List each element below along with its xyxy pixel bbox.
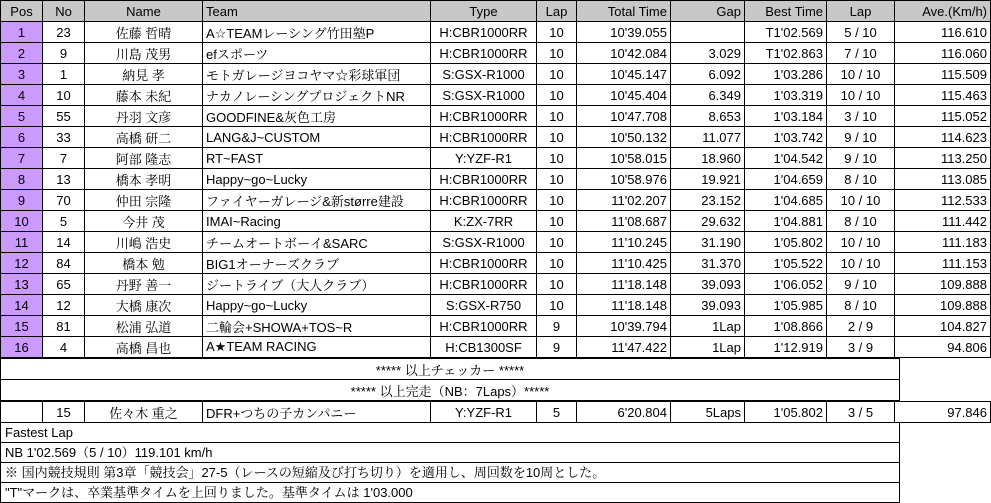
cell-average: 97.846	[895, 402, 991, 423]
cell-total-time: 10'42.084	[577, 43, 671, 64]
finish-banner: ***** 以上完走（NB：7Laps）*****	[1, 380, 900, 401]
cell-lap: 10	[537, 211, 577, 232]
table-row	[1, 190, 991, 211]
finish-banner-row	[1, 380, 900, 401]
cell-average: 111.183	[895, 232, 991, 253]
cell-best-time: 1'04.542	[745, 148, 827, 169]
cell-average: 104.827	[895, 316, 991, 337]
cell-best-lap: 2 / 9	[827, 316, 895, 337]
table-row	[1, 253, 991, 274]
cell-name: 高橋 昌也	[85, 337, 203, 358]
cell-name: 今井 茂	[85, 211, 203, 232]
cell-best-lap: 10 / 10	[827, 253, 895, 274]
cell-total-time: 10'39.794	[577, 316, 671, 337]
table-row	[1, 232, 991, 253]
cell-total-time: 11'18.148	[577, 295, 671, 316]
cell-name: 橋本 勉	[85, 253, 203, 274]
notes-block	[0, 423, 900, 503]
cell-total-time: 11'08.687	[577, 211, 671, 232]
col-type: Type	[431, 1, 537, 22]
banner-table	[0, 358, 900, 401]
cell-no: 14	[43, 232, 85, 253]
cell-gap: 19.921	[671, 169, 745, 190]
cell-lap: 10	[537, 85, 577, 106]
cell-no: 84	[43, 253, 85, 274]
cell-type: H:CBR1000RR	[431, 106, 537, 127]
dnf-table	[0, 401, 991, 423]
cell-team: IMAI~Racing	[203, 211, 431, 232]
cell-best-lap: 3 / 10	[827, 106, 895, 127]
cell-best-lap: 8 / 10	[827, 169, 895, 190]
cell-no: 5	[43, 211, 85, 232]
cell-name: 松浦 弘道	[85, 316, 203, 337]
cell-lap: 10	[537, 148, 577, 169]
cell-type: H:CBR1000RR	[431, 190, 537, 211]
table-row	[1, 64, 991, 85]
cell-pos: 2	[1, 43, 43, 64]
cell-lap: 10	[537, 169, 577, 190]
cell-pos: 5	[1, 106, 43, 127]
cell-best-time: 1'04.881	[745, 211, 827, 232]
cell-type: H:CB1300SF	[431, 337, 537, 358]
cell-lap: 10	[537, 295, 577, 316]
cell-total-time: 11'02.207	[577, 190, 671, 211]
cell-no: 23	[43, 22, 85, 43]
table-row	[1, 337, 991, 358]
cell-best-lap: 8 / 10	[827, 295, 895, 316]
cell-best-time: T1'02.863	[745, 43, 827, 64]
col-gap: Gap	[671, 1, 745, 22]
table-row	[1, 106, 991, 127]
cell-best-time: 1'03.319	[745, 85, 827, 106]
cell-pos: 15	[1, 316, 43, 337]
cell-average: 109.888	[895, 274, 991, 295]
cell-pos: 11	[1, 232, 43, 253]
cell-no: 33	[43, 127, 85, 148]
cell-no: 1	[43, 64, 85, 85]
cell-team: ジートライブ（大人クラブ）	[203, 274, 431, 295]
cell-average: 109.888	[895, 295, 991, 316]
table-row	[1, 169, 991, 190]
cell-name: 阿部 隆志	[85, 148, 203, 169]
cell-best-lap: 10 / 10	[827, 64, 895, 85]
dnf-body	[1, 402, 991, 423]
cell-lap: 10	[537, 64, 577, 85]
cell-team: チームオートボーイ&SARC	[203, 232, 431, 253]
cell-total-time: 11'10.425	[577, 253, 671, 274]
cell-total-time: 10'45.404	[577, 85, 671, 106]
cell-type: H:CBR1000RR	[431, 127, 537, 148]
table-row	[1, 22, 991, 43]
cell-best-time: 1'05.802	[745, 402, 827, 423]
cell-name: 橋本 孝明	[85, 169, 203, 190]
cell-average: 113.085	[895, 169, 991, 190]
cell-gap: 39.093	[671, 295, 745, 316]
cell-best-time: T1'02.569	[745, 22, 827, 43]
cell-type: H:CBR1000RR	[431, 43, 537, 64]
cell-gap: 23.152	[671, 190, 745, 211]
cell-team: BIG1オーナーズクラブ	[203, 253, 431, 274]
cell-gap: 6.092	[671, 64, 745, 85]
cell-total-time: 10'58.015	[577, 148, 671, 169]
cell-team: モトガレージヨコヤマ☆彩球軍団	[203, 64, 431, 85]
cell-team: ナカノレーシングプロジェクトNR	[203, 85, 431, 106]
cell-average: 94.806	[895, 337, 991, 358]
col-lap: Lap	[537, 1, 577, 22]
cell-pos	[1, 402, 43, 423]
cell-average: 112.533	[895, 190, 991, 211]
cell-name: 納見 孝	[85, 64, 203, 85]
cell-best-lap: 7 / 10	[827, 43, 895, 64]
cell-gap: 8.653	[671, 106, 745, 127]
cell-type: Y:YZF-R1	[431, 402, 537, 423]
cell-gap: 11.077	[671, 127, 745, 148]
cell-total-time: 11'10.245	[577, 232, 671, 253]
cell-pos: 1	[1, 22, 43, 43]
col-total-time: Total Time	[577, 1, 671, 22]
cell-team: efスポーツ	[203, 43, 431, 64]
cell-average: 115.509	[895, 64, 991, 85]
cell-total-time: 10'39.055	[577, 22, 671, 43]
cell-type: S:GSX-R1000	[431, 64, 537, 85]
cell-pos: 13	[1, 274, 43, 295]
cell-type: H:CBR1000RR	[431, 274, 537, 295]
cell-lap: 10	[537, 22, 577, 43]
cell-name: 佐々木 重之	[85, 402, 203, 423]
cell-best-time: 1'04.659	[745, 169, 827, 190]
cell-team: DFR+つちの子カンパニー	[203, 402, 431, 423]
cell-total-time: 10'45.147	[577, 64, 671, 85]
cell-type: S:GSX-R1000	[431, 85, 537, 106]
cell-best-time: 1'06.052	[745, 274, 827, 295]
cell-name: 佐藤 哲晴	[85, 22, 203, 43]
cell-best-time: 1'05.522	[745, 253, 827, 274]
cell-lap: 10	[537, 232, 577, 253]
col-name: Name	[85, 1, 203, 22]
cell-best-time: 1'03.184	[745, 106, 827, 127]
note-fastest-lap-title: Fastest Lap	[1, 423, 899, 443]
cell-no: 9	[43, 43, 85, 64]
cell-no: 15	[43, 402, 85, 423]
cell-pos: 9	[1, 190, 43, 211]
cell-best-time: 1'05.802	[745, 232, 827, 253]
cell-pos: 16	[1, 337, 43, 358]
cell-best-lap: 10 / 10	[827, 232, 895, 253]
cell-name: 川嶋 浩史	[85, 232, 203, 253]
note-fastest-lap-value: NB 1'02.569（5 / 10）119.101 km/h	[1, 443, 899, 463]
cell-best-lap: 10 / 10	[827, 85, 895, 106]
cell-gap: 5Laps	[671, 402, 745, 423]
cell-no: 10	[43, 85, 85, 106]
cell-lap: 10	[537, 190, 577, 211]
cell-average: 111.153	[895, 253, 991, 274]
cell-best-lap: 10 / 10	[827, 190, 895, 211]
cell-total-time: 11'18.148	[577, 274, 671, 295]
cell-pos: 12	[1, 253, 43, 274]
cell-lap: 9	[537, 337, 577, 358]
cell-type: H:CBR1000RR	[431, 316, 537, 337]
cell-best-time: 1'03.286	[745, 64, 827, 85]
cell-name: 高橋 研二	[85, 127, 203, 148]
cell-lap: 10	[537, 274, 577, 295]
cell-pos: 3	[1, 64, 43, 85]
cell-name: 川島 茂男	[85, 43, 203, 64]
cell-type: H:CBR1000RR	[431, 169, 537, 190]
cell-gap: 39.093	[671, 274, 745, 295]
cell-average: 111.442	[895, 211, 991, 232]
cell-name: 丹野 善一	[85, 274, 203, 295]
cell-type: K:ZX-7RR	[431, 211, 537, 232]
cell-average: 116.610	[895, 22, 991, 43]
cell-no: 55	[43, 106, 85, 127]
cell-no: 81	[43, 316, 85, 337]
cell-team: RT~FAST	[203, 148, 431, 169]
cell-total-time: 10'50.132	[577, 127, 671, 148]
cell-team: ファイヤーガレージ&新større建設	[203, 190, 431, 211]
cell-best-time: 1'12.919	[745, 337, 827, 358]
cell-average: 115.463	[895, 85, 991, 106]
cell-team: GOODFINE&灰色工房	[203, 106, 431, 127]
cell-name: 大橋 康次	[85, 295, 203, 316]
cell-best-time: 1'03.742	[745, 127, 827, 148]
cell-best-lap: 9 / 10	[827, 148, 895, 169]
note-t-mark: "T"マークは、卒業基準タイムを上回りました。基準タイムは 1'03.000	[5, 485, 413, 500]
note-regulation: ※ 国内競技規則 第3章「競技会」27-5（レースの短縮及び打ち切り）を適用し、周回数を10周とした。	[1, 463, 899, 483]
cell-pos: 14	[1, 295, 43, 316]
cell-type: H:CBR1000RR	[431, 22, 537, 43]
cell-team: Happy~go~Lucky	[203, 295, 431, 316]
table-row	[1, 316, 991, 337]
cell-lap: 9	[537, 316, 577, 337]
cell-best-time: 1'08.866	[745, 316, 827, 337]
cell-no: 65	[43, 274, 85, 295]
cell-team: A★TEAM RACING	[203, 337, 431, 358]
cell-gap: 3.029	[671, 43, 745, 64]
dnf-row	[1, 402, 991, 423]
cell-type: S:GSX-R750	[431, 295, 537, 316]
cell-total-time: 10'47.708	[577, 106, 671, 127]
checker-banner: ***** 以上チェッカー *****	[1, 359, 900, 380]
table-row	[1, 211, 991, 232]
cell-average: 115.052	[895, 106, 991, 127]
cell-no: 4	[43, 337, 85, 358]
cell-team: Happy~go~Lucky	[203, 169, 431, 190]
cell-lap: 10	[537, 106, 577, 127]
col-no: No	[43, 1, 85, 22]
cell-best-time: 1'05.985	[745, 295, 827, 316]
cell-lap: 10	[537, 127, 577, 148]
table-row	[1, 43, 991, 64]
cell-type: H:CBR1000RR	[431, 253, 537, 274]
cell-lap: 10	[537, 43, 577, 64]
cell-pos: 4	[1, 85, 43, 106]
col-team: Team	[203, 1, 431, 22]
cell-best-lap: 8 / 10	[827, 211, 895, 232]
cell-total-time: 11'47.422	[577, 337, 671, 358]
col-best-lap: Lap	[827, 1, 895, 22]
cell-pos: 6	[1, 127, 43, 148]
table-row	[1, 85, 991, 106]
cell-no: 12	[43, 295, 85, 316]
table-row	[1, 295, 991, 316]
table-row	[1, 148, 991, 169]
cell-average: 116.060	[895, 43, 991, 64]
cell-gap	[671, 22, 745, 43]
cell-no: 7	[43, 148, 85, 169]
col-average: Ave.(Km/h)	[895, 1, 991, 22]
cell-team: LANG&J~CUSTOM	[203, 127, 431, 148]
cell-best-time: 1'04.685	[745, 190, 827, 211]
table-row	[1, 127, 991, 148]
cell-best-lap: 3 / 5	[827, 402, 895, 423]
cell-best-lap: 5 / 10	[827, 22, 895, 43]
table-row	[1, 274, 991, 295]
cell-gap: 18.960	[671, 148, 745, 169]
cell-name: 藤本 未紀	[85, 85, 203, 106]
cell-best-lap: 9 / 10	[827, 127, 895, 148]
cell-name: 仲田 宗隆	[85, 190, 203, 211]
cell-pos: 8	[1, 169, 43, 190]
cell-average: 113.250	[895, 148, 991, 169]
cell-pos: 10	[1, 211, 43, 232]
cell-gap: 31.370	[671, 253, 745, 274]
cell-type: S:GSX-R1000	[431, 232, 537, 253]
col-best-time: Best Time	[745, 1, 827, 22]
checker-banner-row	[1, 359, 900, 380]
cell-name: 丹羽 文彦	[85, 106, 203, 127]
cell-lap: 5	[537, 402, 577, 423]
cell-type: Y:YZF-R1	[431, 148, 537, 169]
cell-gap: 6.349	[671, 85, 745, 106]
cell-pos: 7	[1, 148, 43, 169]
cell-total-time: 10'58.976	[577, 169, 671, 190]
cell-gap: 1Lap	[671, 316, 745, 337]
cell-lap: 10	[537, 253, 577, 274]
table-header	[1, 1, 991, 22]
col-pos: Pos	[1, 1, 43, 22]
cell-average: 114.623	[895, 127, 991, 148]
cell-best-lap: 3 / 9	[827, 337, 895, 358]
cell-gap: 31.190	[671, 232, 745, 253]
cell-team: A☆TEAMレーシング竹田塾P	[203, 22, 431, 43]
cell-gap: 1Lap	[671, 337, 745, 358]
table-body	[1, 22, 991, 358]
cell-no: 13	[43, 169, 85, 190]
header-row	[1, 1, 991, 22]
cell-total-time: 6'20.804	[577, 402, 671, 423]
cell-no: 70	[43, 190, 85, 211]
cell-gap: 29.632	[671, 211, 745, 232]
cell-best-lap: 9 / 10	[827, 274, 895, 295]
cell-team: 二輪会+SHOWA+TOS~R	[203, 316, 431, 337]
